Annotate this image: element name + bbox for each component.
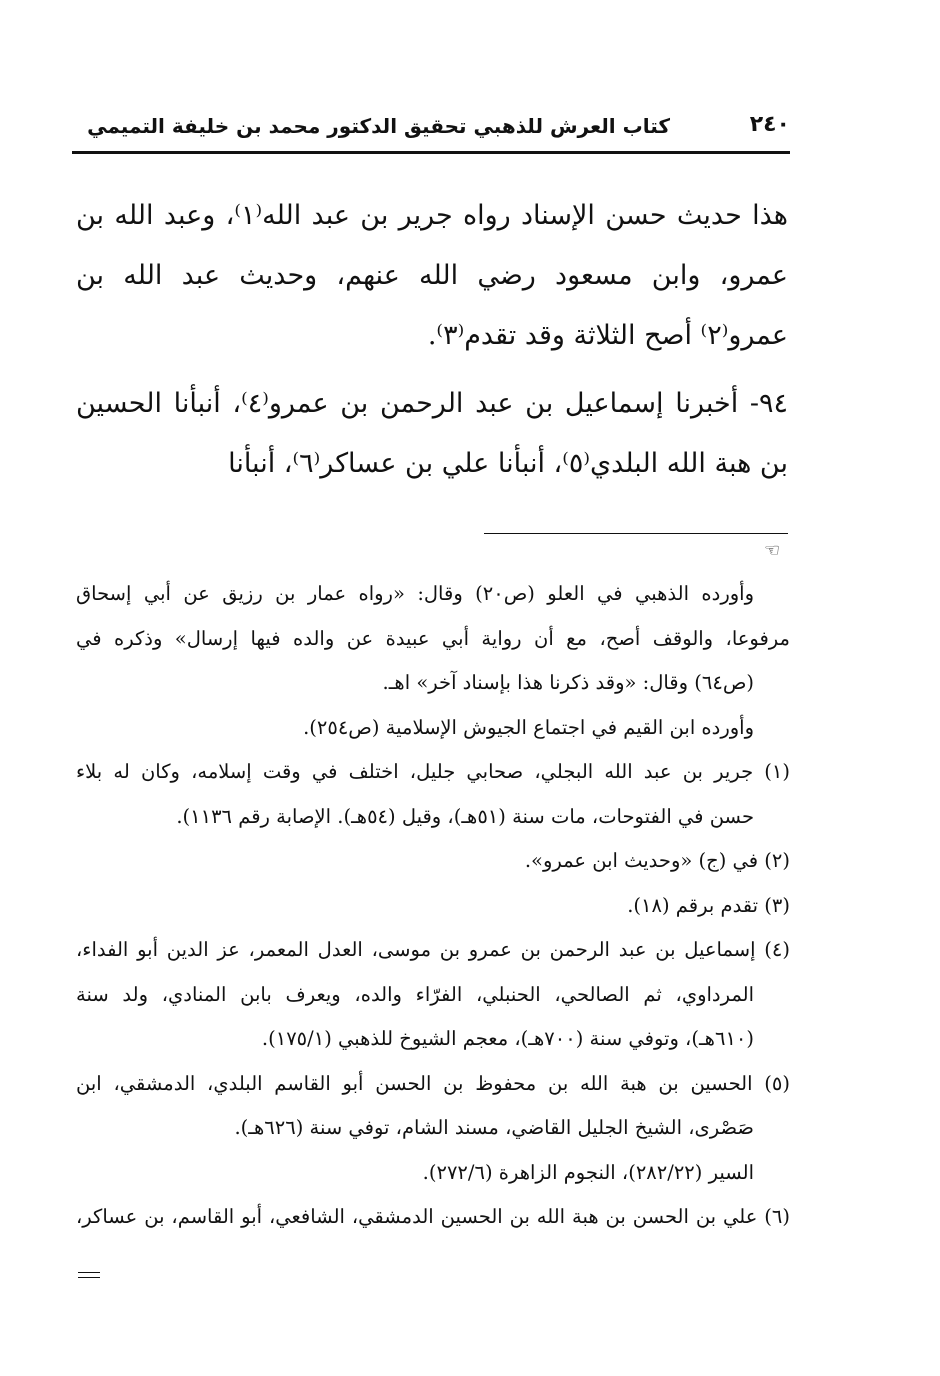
footnote-line: وأورده الذهبي في العلو (ص٢٠) وقال: «رواه عمار بن رزيق عن أبي إسحاق <box>76 582 754 605</box>
footnote-line: (ص٦٤) وقال: «وقد ذكرنا هذا بإسناد آخر» اهـ. <box>382 671 754 694</box>
footnote-line: (١) جرير بن عبد الله البجلي، صحابي جليل، اختلف في وقت إسلامه، وكان له بلاء <box>76 760 790 783</box>
paragraph: هذا حديث حسن الإسناد رواه جرير بن عبد الله⁽١⁾، وعبد الله بن عمرو، وابن مسعود رضي الله عنهم، وحديث عبد الله بن عمرو⁽٢⁾ أصح الثلاثة وقد تقدم⁽٣⁾. <box>76 200 788 351</box>
footnote-line: السير (٢٨٢/٢٢)، النجوم الزاهرة (٢٧٢/٦). <box>422 1160 754 1184</box>
footnote-line: وأورده ابن القيم في اجتماع الجيوش الإسلامية (ص٢٥٤). <box>303 715 754 739</box>
footnote-line: (٢) في (ج) «وحديث ابن عمرو». <box>524 849 790 872</box>
page-number: ٢٤٠ <box>749 112 790 137</box>
paragraph: ٩٤- أخبرنا إسماعيل بن عبد الرحمن بن عمرو⁽٤⁾، أنبأنا الحسين بن هبة الله البلدي⁽٥⁾، أنبأنا علي بن عساكر⁽٦⁾، أنبأنا <box>76 388 788 479</box>
footnote-line: المرداوي، ثم الصالحي، الحنبلي، الفرّاء والده، ويعرف بابن المنادي، ولد سنة <box>76 982 754 1006</box>
footnote-line: (٦١٠هـ)، وتوفي سنة (٧٠٠هـ)، معجم الشيوخ للذهبي (١٧٥/١). <box>261 1027 754 1050</box>
footnote-line: صَصْرى، الشيخ الجليل القاضي، مسند الشام، توفي سنة (٦٢٦هـ). <box>234 1116 754 1139</box>
footnotes <box>76 572 790 1240</box>
footnote-line: حسن في الفتوحات، مات سنة (٥١هـ)، وقيل (٥٤هـ). الإصابة رقم ١١٣٦). <box>176 804 754 828</box>
footnote-line: مرفوعا، والوقف أصح، مع أن رواية أبي عبيدة عن والده فيها إرسال» وذكره في <box>76 626 790 650</box>
footnote-line: (٦) علي بن الحسن بن هبة الله بن الحسين الدمشقي، الشافعي، أبو القاسم، بن عساكر، <box>76 1205 790 1228</box>
footnote-line: (٤) إسماعيل بن عبد الرحمن بن عمرو بن موسى، العدل المعمر، عز الدين أبو الفداء، <box>76 938 790 961</box>
footnote-line: (٥) الحسين بن هبة الله بن محفوظ بن الحسن أبو القاسم البلدي، الدمشقي، ابن <box>76 1071 790 1095</box>
footnote-line: (٣) تقدم برقم (١٨). <box>627 893 790 917</box>
running-title: كتاب العرش للذهبي تحقيق الدكتور محمد بن خليفة التميمي <box>87 114 670 138</box>
footnote-separator <box>484 533 788 534</box>
header-rule <box>72 151 790 154</box>
running-header <box>72 112 790 148</box>
main-text <box>76 186 788 494</box>
continuation-hand-icon: ☜ <box>764 540 781 561</box>
continuation-mark <box>78 1272 100 1282</box>
